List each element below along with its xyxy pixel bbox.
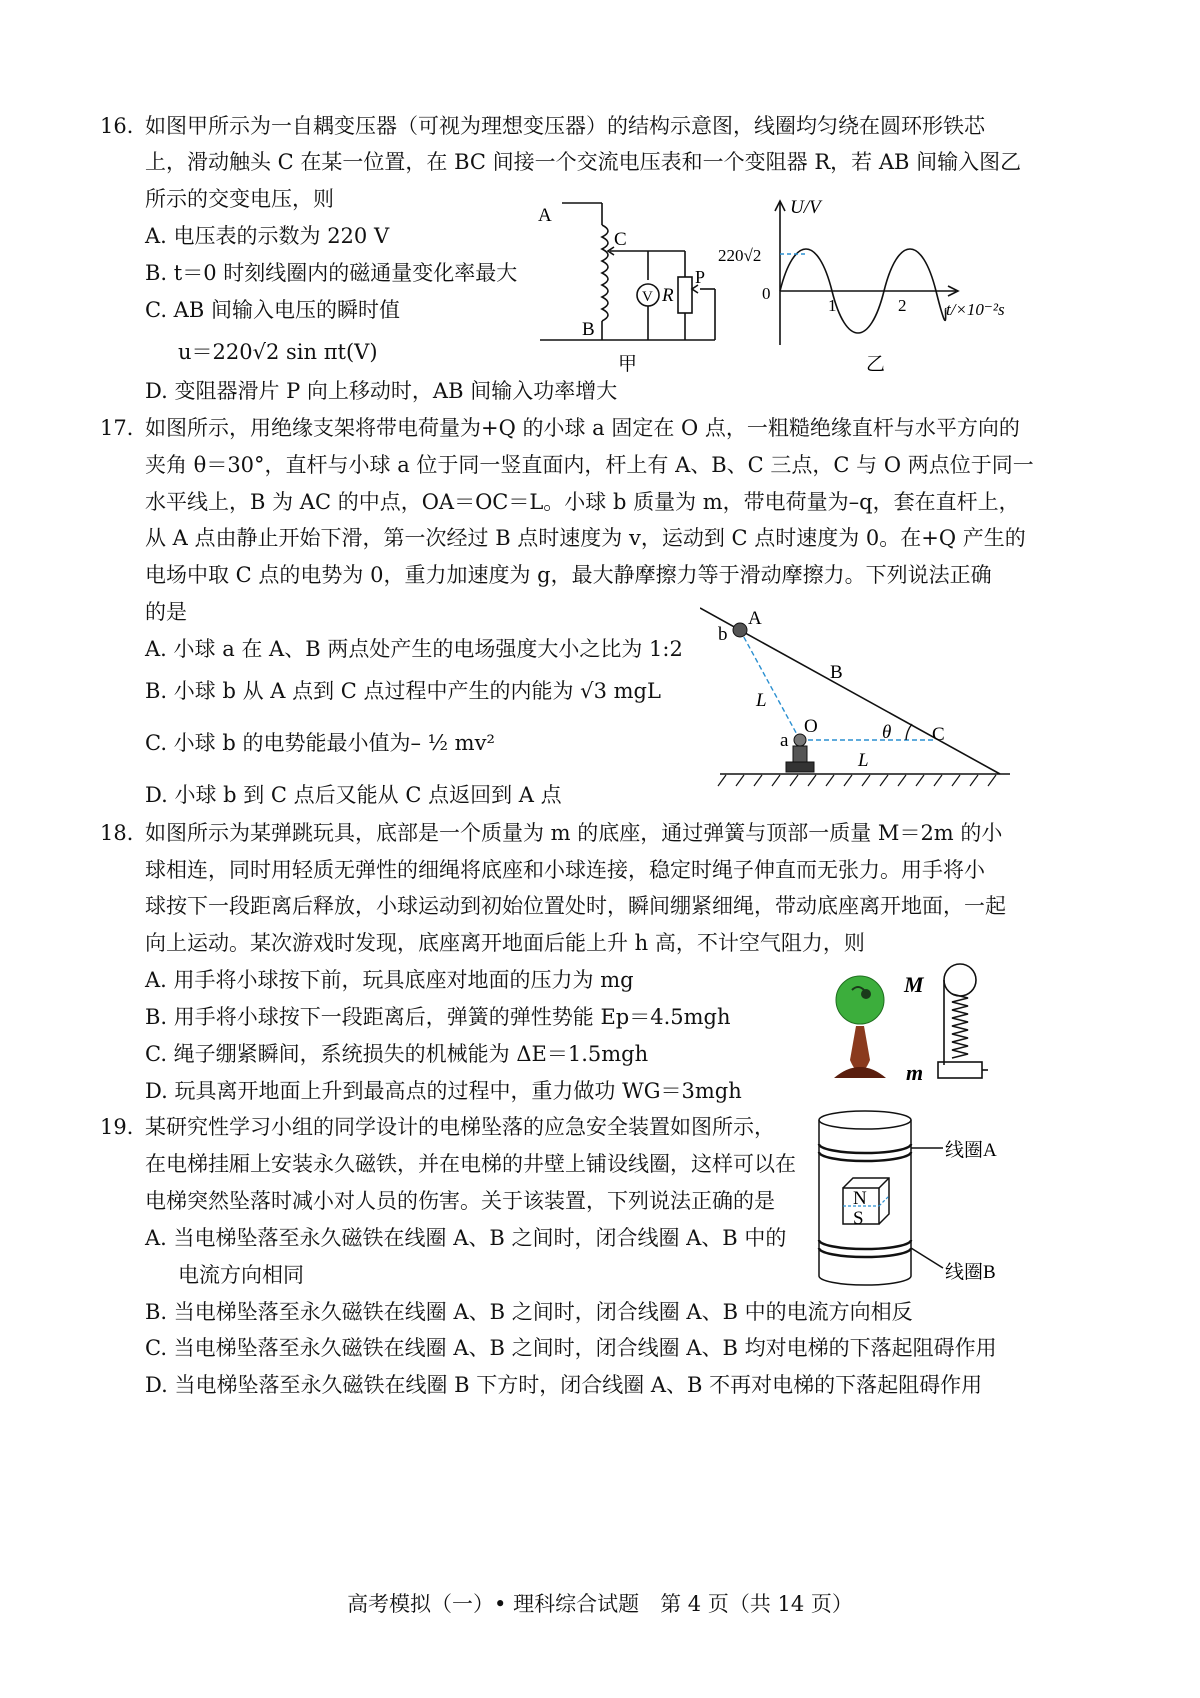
q18-stem-line-1: 如图所示为某弹跳玩具，底部是一个质量为 m 的底座，通过弹簧与顶部一质量 M＝2m 的小 [145,821,1003,845]
q19-coil-b-label: 线圈B [945,1262,996,1283]
q17-fig-label-o: O [804,716,818,737]
q16-fig-caption-jia: 甲 [618,354,638,375]
q16-voltmeter-label: V [642,289,653,305]
q19-option-a: A. 当电梯坠落至永久磁铁在线圈 A、B 之间时，闭合线圈 A、B 中的 [145,1226,787,1250]
q17-fig-label-l2: L [858,750,869,771]
q16-fig-label-c: C [614,229,627,250]
q18-option-c: C. 绳子绷紧瞬间，系统损失的机械能为 ΔE＝1.5mgh [145,1042,649,1066]
q17-fig-label-theta: θ [882,722,892,743]
q17-option-b: B. 小球 b 从 A 点到 C 点过程中产生的内能为 √3 mgL [145,679,661,703]
q16-fig-label-p: P [695,267,706,287]
q16-fig-caption-yi: 乙 [866,354,886,375]
q16-option-c-formula: u＝220√2 sin πt(V) [178,340,378,364]
q17-option-d: D. 小球 b 到 C 点后又能从 C 点返回到 A 点 [145,783,562,807]
q18-fig-label-big-m: M [904,972,924,997]
q19-option-d: D. 当电梯坠落至永久磁铁在线圈 B 下方时，闭合线圈 A、B 不再对电梯的下落起阻碍作用 [145,1373,983,1397]
q16-stem-line-3: 所示的交变电压，则 [145,187,334,211]
q18-stem-line-4: 向上运动。某次游戏时发现，底座离开地面后能上升 h 高，不计空气阻力，则 [145,931,865,955]
q17-stem-line-2: 夹角 θ＝30°，直杆与小球 a 位于同一竖直面内，杆上有 A、B、C 三点，C 与 O 两点位于同一 [145,453,1034,477]
q16-stem-line-2: 上，滑动触头 C 在某一位置，在 BC 间接一个交流电压表和一个变阻器 R，若 AB 间输入图乙 [145,150,1022,174]
q17-fig-label-l1: L [756,690,767,711]
q18-fig-label-small-m: m [906,1060,924,1085]
q19-option-b: B. 当电梯坠落至永久磁铁在线圈 A、B 之间时，闭合线圈 A、B 中的电流方向相反 [145,1300,913,1324]
q16-graph-xlabel: t/×10⁻²s [946,300,1005,319]
q17-option-a: A. 小球 a 在 A、B 两点处产生的电场强度大小之比为 1:2 [145,637,683,661]
page-footer: 高考模拟（一）• 理科综合试题 第 4 页（共 14 页） [347,1592,853,1616]
q16-number: 16． [100,114,148,138]
q17-fig-label-c: C [932,724,945,745]
q18-toy-photo [834,976,886,1078]
q17-fig-label-b-ball: b [718,624,728,645]
q16-graph-tick-2: 2 [898,296,907,315]
q16-graph-ymax: 220√2 [718,246,762,265]
q16-graph-ylabel: U/V [790,197,821,218]
q18-option-d: D. 玩具离开地面上升到最高点的过程中，重力做功 WG＝3mgh [145,1079,742,1103]
q17-option-c: C. 小球 b 的电势能最小值为– ½ mv² [145,731,495,755]
q19-stem-line-3: 电梯突然坠落时减小对人员的伤害。关于该装置，下列说法正确的是 [145,1189,775,1213]
q18-option-b: B. 用手将小球按下一段距离后，弹簧的弹性势能 Ep＝4.5mgh [145,1005,731,1029]
q18-stem-line-2: 球相连，同时用轻质无弹性的细绳将底座和小球连接，稳定时绳子伸直而无张力。用手将小 [145,858,985,882]
q17-incline-figure [700,600,1020,790]
q17-ground-hatch [718,775,996,786]
q19-option-a-cont: 电流方向相同 [178,1263,304,1287]
q18-number: 18． [100,821,148,845]
q17-number: 17． [100,416,148,440]
q16-voltage-graph [718,195,1018,375]
q16-option-b: B. t＝0 时刻线圈内的磁通量变化率最大 [145,261,518,285]
q19-number: 19． [100,1115,148,1139]
q19-coil-a-label: 线圈A [945,1140,997,1161]
q16-graph-tick-1: 1 [828,296,837,315]
q16-fig-label-r: R [662,285,674,306]
q17-stem-line-6: 的是 [145,600,187,624]
q16-option-a: A. 电压表的示数为 220 V [145,224,390,248]
q18-option-a: A. 用手将小球按下前，玩具底座对地面的压力为 mg [145,968,634,992]
q17-fig-label-a: A [748,608,762,629]
q19-stem-line-1: 某研究性学习小组的同学设计的电梯坠落的应急安全装置如图所示， [145,1115,775,1139]
q19-stem-line-2: 在电梯挂厢上安装永久磁铁，并在电梯的井壁上铺设线圈，这样可以在 [145,1152,796,1176]
q19-magnet-north: N [853,1188,867,1209]
q17-stem-line-4: 从 A 点由静止开始下滑，第一次经过 B 点时速度为 v，运动到 C 点时速度为 0。在+Q 产生的 [145,526,1026,550]
q17-stem-line-1: 如图所示，用绝缘支架将带电荷量为+Q 的小球 a 固定在 O 点，一粗糙绝缘直杆与水平方向的 [145,416,1020,440]
q17-fig-label-b-point: B [830,662,843,683]
q16-circuit-figure [530,195,730,375]
q19-option-c: C. 当电梯坠落至永久磁铁在线圈 A、B 之间时，闭合线圈 A、B 均对电梯的下落起阻碍作用 [145,1336,997,1360]
q16-fig-label-a: A [538,205,552,226]
q17-fig-label-a-ball: a [780,730,789,751]
q19-magnet-south: S [853,1208,864,1229]
q16-option-d: D. 变阻器滑片 P 向上移动时，AB 间输入功率增大 [145,379,618,403]
q16-fig-label-b: B [582,319,595,340]
q17-stem-line-3: 水平线上，B 为 AC 的中点，OA＝OC＝L。小球 b 质量为 m，带电荷量为–q，套在直杆上， [145,490,1020,514]
q17-stem-line-5: 电场中取 C 点的电势为 0，重力加速度为 g，最大静摩擦力等于滑动摩擦力。下列说法正确 [145,563,992,587]
q18-spring-diagram [938,964,988,1078]
q17-ball-b [733,623,747,637]
q19-elevator-figure [815,1108,1015,1288]
q17-insulating-stand [793,746,807,764]
q16-stem-line-1: 如图甲所示为一自耦变压器（可视为理想变压器）的结构示意图，线圈均匀绕在圆环形铁芯 [145,114,985,138]
q16-option-c: C. AB 间输入电压的瞬时值 [145,298,400,322]
q18-toy-figure [820,960,1020,1085]
q16-graph-origin: 0 [762,284,771,303]
q18-stem-line-3: 球按下一段距离后释放，小球运动到初始位置处时，瞬间绷紧细绳，带动底座离开地面，一起 [145,894,1006,918]
